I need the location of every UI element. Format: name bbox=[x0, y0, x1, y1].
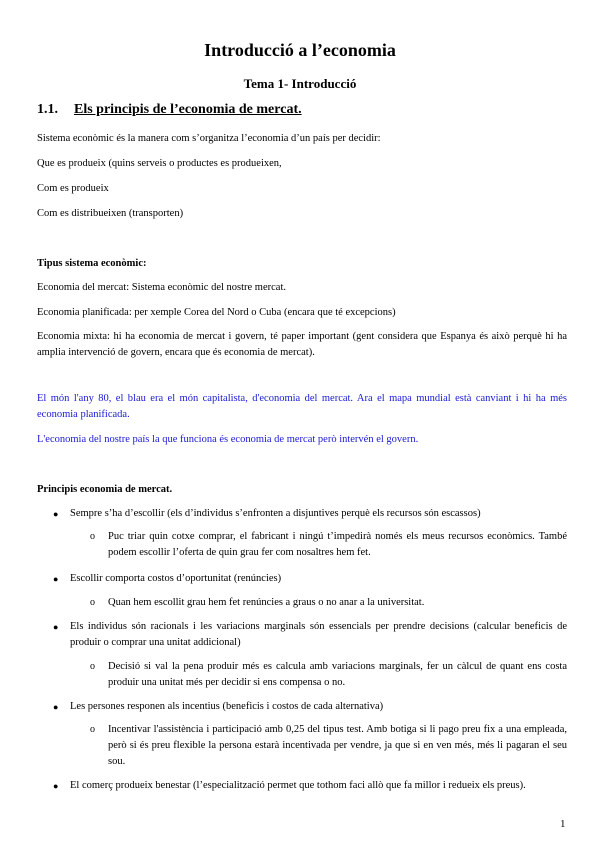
principle-subtext: Incentivar l'assistència i participació amb 0,25 del tipus test. Amb botiga si li pago preu fix a una empleada, però si és preu flexible la persona estarà incentivada per vendre, ja que si en ven més, més li pagaran el seu sou. bbox=[108, 724, 567, 767]
section-heading bbox=[37, 102, 302, 118]
document-title: Introducció a l’economia bbox=[204, 40, 396, 60]
note-paragraph-2: L'economia del nostre país la que funciona és economia de mercat però intervén el govern. bbox=[37, 434, 419, 445]
section-number: 1.1. bbox=[37, 102, 58, 117]
principle-text: Escollir comporta costos d’oportunitat (renúncies) bbox=[70, 573, 282, 584]
principle-text: Les persones responen als incentius (beneficis i costos de cada alternativa) bbox=[70, 701, 384, 712]
bullet-icon: ● bbox=[53, 781, 59, 791]
tipus-heading: Tipus sistema econòmic: bbox=[37, 258, 147, 269]
intro-paragraph-1: Sistema econòmic és la manera com s’organitza l’economia d’un país per decidir: bbox=[37, 133, 381, 144]
circle-bullet-icon: o bbox=[90, 724, 95, 735]
page-number: 1 bbox=[560, 818, 566, 830]
bullet-icon: ● bbox=[53, 622, 59, 632]
circle-bullet-icon: o bbox=[90, 597, 95, 608]
tipus-item-3: Economia mixta: hi ha economia de mercat i govern, té paper important (gent considera que Espanya és això perquè hi ha amplia intervenció de govern, encara que és economia de mercat). bbox=[37, 331, 567, 358]
bullet-icon: ● bbox=[53, 702, 59, 712]
intro-paragraph-3: Com es produeix bbox=[37, 183, 109, 194]
circle-bullet-icon: o bbox=[90, 661, 95, 672]
tipus-item-2: Economia planificada: per xemple Corea del Nord o Cuba (encara que té excepcions) bbox=[37, 307, 396, 318]
principle-subtext: Decisió si val la pena produir més es calcula amb variacions marginals, fer un càlcul de quant ens costa produir una unitat més per decidir si ens compensa o no. bbox=[108, 661, 567, 688]
principle-subtext: Quan hem escollit grau hem fet renúncies a graus o no anar a la universitat. bbox=[108, 597, 425, 608]
note-paragraph-1: El món l'any 80, el blau era el món capitalista, d'economia del mercat. Ara el mapa mundial està canviant i hi ha més economia planificada. bbox=[37, 393, 567, 420]
principle-text: Sempre s’ha d’escollir (els d’individus s’enfronten a disjuntives perquè els recursos són escassos) bbox=[70, 508, 481, 519]
principle-text: El comerç produeix benestar (l’especialització permet que tothom faci allò que fa millor i redueix els preus). bbox=[70, 780, 526, 791]
principle-text: Els individus són racionals i les variacions marginals són essencials per prendre decisions (calcular beneficis de produir o comprar una unitat addicional) bbox=[70, 621, 567, 648]
document-subtitle: Tema 1- Introducció bbox=[243, 76, 357, 91]
intro-paragraph-2: Que es produeix (quins serveis o productes es produeixen, bbox=[37, 158, 282, 169]
principis-heading: Principis economia de mercat. bbox=[37, 484, 173, 495]
principle-subtext: Puc triar quin cotxe comprar, el fabricant i ningú t’impedirà només els meus recursos econòmics. També podem escollir l’oferta de quin grau fer com nosaltres hem fet. bbox=[108, 531, 567, 558]
bullet-icon: ● bbox=[53, 574, 59, 584]
intro-paragraph-4: Com es distribueixen (transporten) bbox=[37, 208, 184, 219]
tipus-item-1: Economia del mercat: Sistema econòmic del nostre mercat. bbox=[37, 282, 286, 293]
bullet-icon: ● bbox=[53, 509, 59, 519]
section-heading-text: Els principis de l’economia de mercat. bbox=[74, 102, 302, 117]
circle-bullet-icon: o bbox=[90, 531, 95, 542]
